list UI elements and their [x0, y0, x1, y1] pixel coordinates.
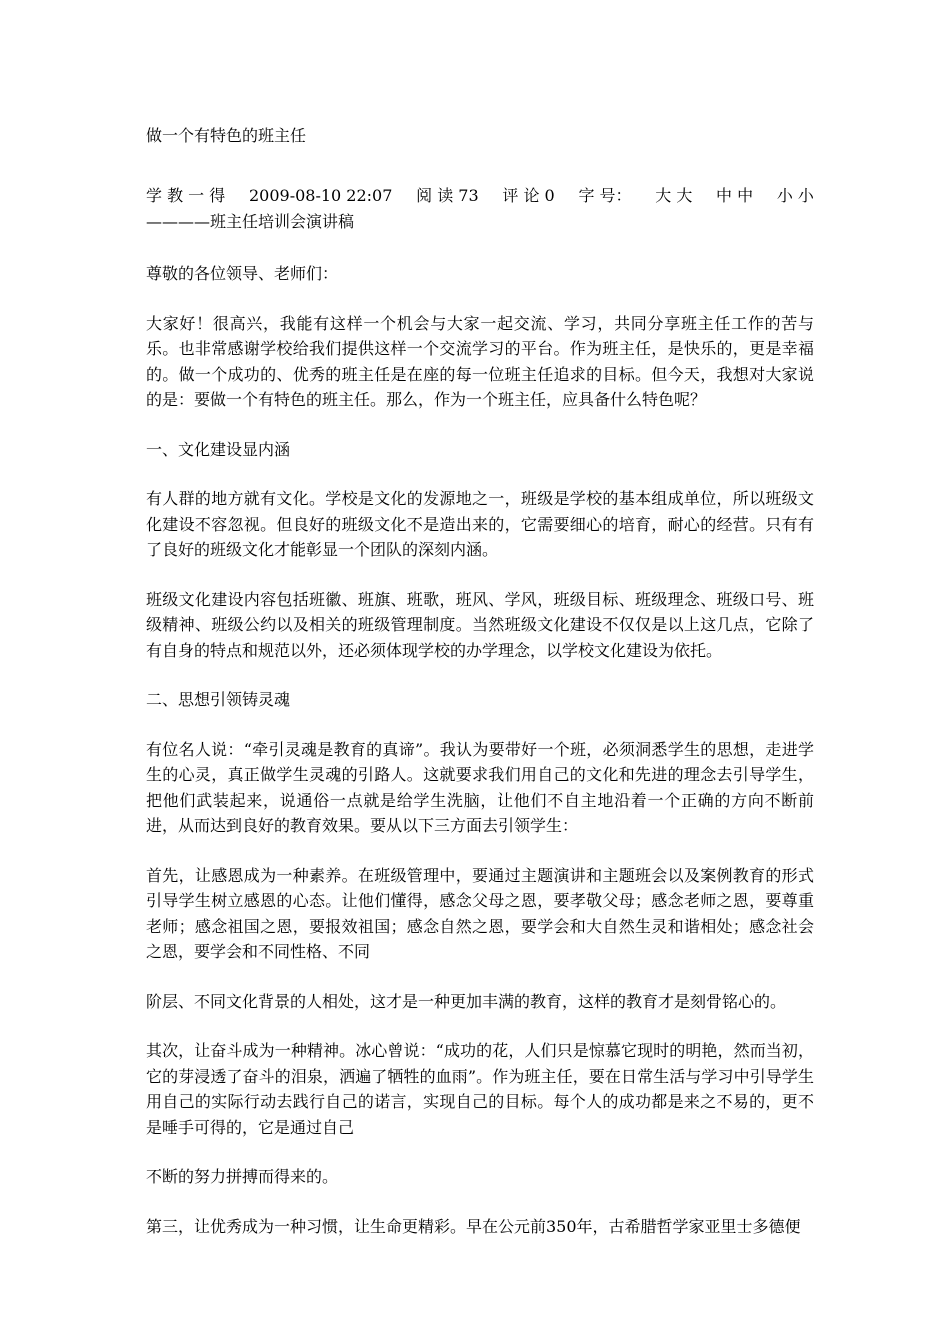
document-page — [146, 123, 814, 1263]
body-paragraph: 班级文化建设内容包括班徽、班旗、班歌，班风、学风，班级目标、班级理念、班级口号、班级精神、班级公约以及相关的班级管理制度。当然班级文化建设不仅仅是以上这几点，它除了有自身的特点和规范以外，还必须体现学校的办学理念，以学校文化建设为依托。 — [146, 589, 814, 660]
body-paragraph: 阶层、不同文化背景的人相处，这才是一种更加丰满的教育，这样的教育才是刻骨铭心的。 — [146, 991, 787, 1011]
intro-paragraph: 大家好！很高兴，我能有这样一个机会与大家一起交流、学习，共同分享班主任工作的苦与乐。也非常感谢学校给我们提供这样一个交流学习的平台。作为班主任，是快乐的，更是幸福的。做一个成功的、优秀的班主任是在座的每一位班主任追求的目标。但今天，我想对大家说的是：要做一个有特色的班主任。那么，作为一个班主任，应具备什么特色呢？ — [146, 313, 814, 409]
section-heading-2: 二、思想引领铸灵魂 — [146, 690, 291, 709]
salutation: 尊敬的各位领导、老师们： — [146, 264, 339, 283]
body-paragraph: 其次，让奋斗成为一种精神。冰心曾说：“成功的花，人们只是惊慕它现时的明艳，然而当初，它的芽浸透了奋斗的泪泉，洒遍了牺牲的血雨”。作为班主任，要在日常生活与学习中引导学生用自己的实际行动去践行自己的诺言，实现自己的目标。每个人的成功都是来之不易的，更不是唾手可得的，它是通过自己 — [146, 1041, 814, 1137]
section-heading-1: 一、文化建设显内涵 — [146, 439, 291, 459]
body-paragraph: 有位名人说：“牵引灵魂是教育的真谛”。我认为要带好一个班，必须洞悉学生的思想，走进学生的心灵，真正做学生灵魂的引路人。这就要求我们用自己的文化和先进的理念去引导学生，把他们武装起来，说通俗一点就是给学生洗脑，让他们不自主地沿着一个正确的方向不断前进，从而达到良好的教育效果。要从以下三方面去引领学生： — [146, 739, 814, 835]
body-paragraph: 不断的努力拼搏而得来的。 — [146, 1167, 339, 1186]
body-paragraph: 第三，让优秀成为一种习惯，让生命更精彩。早在公元前350年，古希腊哲学家亚里士多德便 — [146, 1216, 801, 1236]
category-label: 学 教 一 得 — [146, 186, 226, 205]
font-size-small-link[interactable]: 小 小 — [776, 186, 814, 205]
font-size-medium-link[interactable]: 中 中 — [716, 186, 754, 205]
font-size-label: 字 号： — [578, 186, 632, 205]
document-title: 做一个有特色的班主任 — [146, 126, 307, 145]
comment-count: 评 论 0 — [502, 186, 555, 205]
read-count: 阅 读 73 — [416, 186, 479, 205]
post-datetime: 2009-08-10 22:07 — [248, 186, 393, 205]
font-size-large-link[interactable]: 大 大 — [655, 186, 693, 205]
document-subtitle: ————班主任培训会演讲稿 — [146, 212, 355, 231]
body-paragraph: 首先，让感恩成为一种素养。在班级管理中，要通过主题演讲和主题班会以及案例教育的形式引导学生树立感恩的心态。让他们懂得，感念父母之恩，要孝敬父母；感念老师之恩，要尊重老师；感念祖国之恩，要报效祖国；感念自然之恩，要学会和大自然生灵和谐相处；感念社会之恩，要学会和不同性格、不同 — [146, 865, 814, 961]
article-meta — [146, 183, 814, 209]
body-paragraph: 有人群的地方就有文化。学校是文化的发源地之一，班级是学校的基本组成单位，所以班级文化建设不容忽视。但良好的班级文化不是造出来的，它需要细心的培育，耐心的经营。只有有了良好的班级文化才能彰显一个团队的深刻内涵。 — [146, 489, 814, 559]
